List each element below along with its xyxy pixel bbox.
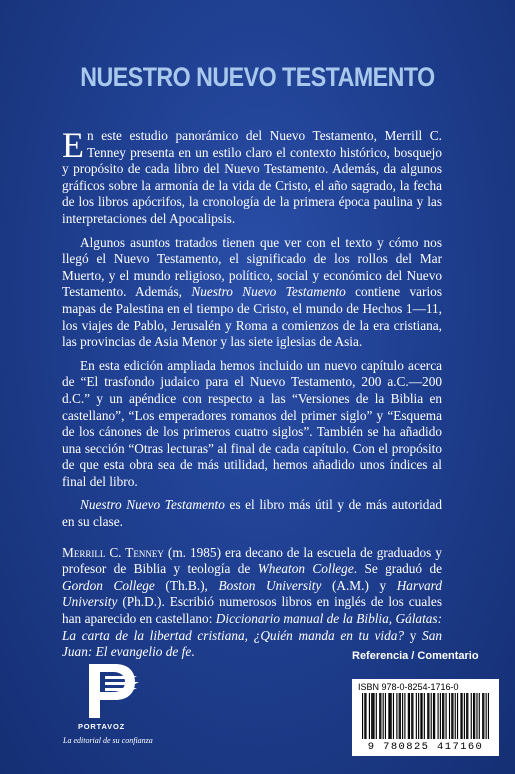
author-bio: Merrill C. Tenney (m. 1985) era decano de la escuela de graduados y profesor de Biblia y teología de Wheaton College. Se graduó de Gordon College (Th.B.), Boston University (A.M.) y Harvard University (Ph.D.). Escribió numerosos libros en inglés de los cuales han aparecido en castellano: Diccionario manual de la Biblia, Gálatas: La carta de la libertad cristiana, ¿Quién manda en tu vida? y San Juan: El evangelio de fe. — [62, 544, 443, 660]
barcode-digits: 9 780825 417160 — [367, 741, 484, 753]
author-name: Merrill C. Tenney — [62, 544, 164, 560]
synopsis-paragraph-2: Algunos asuntos tratados tienen que ver con el texto y cómo nos llegó el Nuevo Testamento, el significado de los rollos del Mar Muerto, y el mundo religioso, político, social y económico del Nuevo Testamento. Además, Nuestro Nuevo Testamento contiene varios mapas de Palestina en el tiempo de Cristo, el mundo de Hechos 1—11, los viajes de Pablo, Jerusalén y Roma a comienzos de la era cristiana, las provincias de Asia Menor y las siete iglesias de Asia. — [62, 234, 442, 350]
book-title: NUESTRO NUEVO TESTAMENTO — [80, 62, 435, 92]
publisher-slogan: La editorial de su confianza — [63, 736, 153, 745]
synopsis-paragraph-4: Nuestro Nuevo Testamento es el libro más útil y de más autoridad en su clase. — [62, 497, 443, 530]
synopsis-paragraph-1: En este estudio panorámico del Nuevo Testamento, Merrill C. Tenney presenta en un estilo claro el contexto histórico, bosquejo y propósito de cada libro del Nuevo Testamento. Además, da algunos gráficos sobre la armonía de la vida de Cristo, el año sagrado, la fecha de los libros apócrifos, la cronología de la primera época paulina y las interpretaciones del Apocalipsis. — [62, 125, 442, 226]
barcode-icon — [362, 693, 489, 739]
synopsis — [62, 125, 443, 668]
portavoz-logo-icon — [85, 658, 143, 727]
synopsis-paragraph-3: En esta edición ampliada hemos incluido un nuevo capítulo acerca de “El trasfondo judaico para el Nuevo Testamento, 200 a.C.—200 d.C.” y un apéndice con respecto a las “Versiones de la Biblia en castellano”, “Los emperadores romanos del primer siglo” y “Esquema de los cánones de los primeros cuatro siglos”. También se ha añadido una sección “Otras lecturas” al final de cada capítulo. Con el propósito de que esta obra sea de más utilidad, hemos añadido unos índices al final del libro. — [62, 357, 442, 489]
category-label: Referencia / Comentario — [352, 650, 479, 662]
barcode-block — [352, 679, 499, 756]
drop-cap: E — [62, 125, 84, 165]
isbn-number: ISBN 978-0-8254-1716-0 — [358, 682, 459, 692]
publisher-name: PORTAVOZ — [78, 722, 125, 731]
